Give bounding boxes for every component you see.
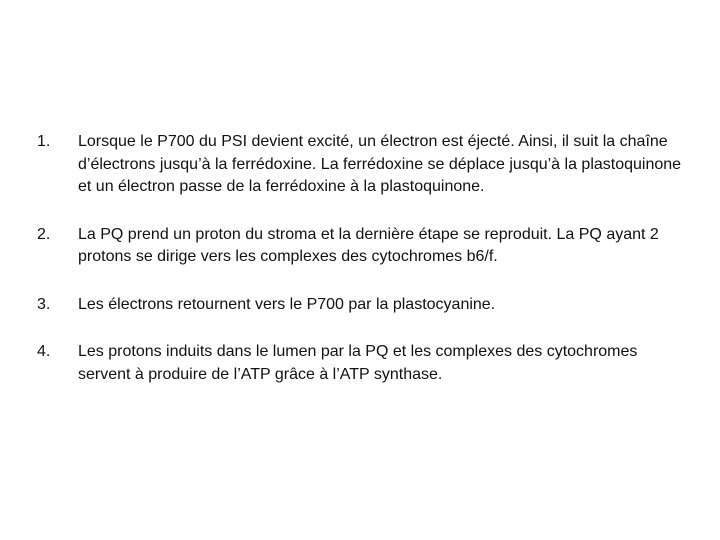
list-item — [37, 341, 687, 386]
list-item-text: Lorsque le P700 du PSI devient excité, un électron est éjecté. Ainsi, il suit la chaîne d’électrons jusqu’à la ferrédoxine. La ferrédoxine se déplace jusqu’à la plastoquinone et un électron passe de la ferrédoxine à la plastoquinone. — [78, 133, 682, 195]
list-item-number: 1. — [37, 133, 51, 150]
list-item-text: La PQ prend un proton du stroma et la dernière étape se reproduit. La PQ ayant 2 protons se dirige vers les complexes des cytochromes b6/f. — [78, 225, 659, 265]
list-item-text: Les protons induits dans le lumen par la PQ et les complexes des cytochromes servent à produire de l’ATP grâce à l’ATP synthase. — [78, 343, 638, 383]
list-item-number: 4. — [37, 343, 51, 360]
list-item-number: 3. — [37, 295, 51, 313]
list-item-text: Les électrons retournent vers le P700 par la plastocyanine. — [78, 295, 496, 313]
list-item — [37, 131, 687, 199]
list-item — [37, 294, 687, 317]
numbered-list — [37, 131, 687, 386]
list-item — [37, 224, 687, 269]
list-item-number: 2. — [37, 225, 51, 243]
